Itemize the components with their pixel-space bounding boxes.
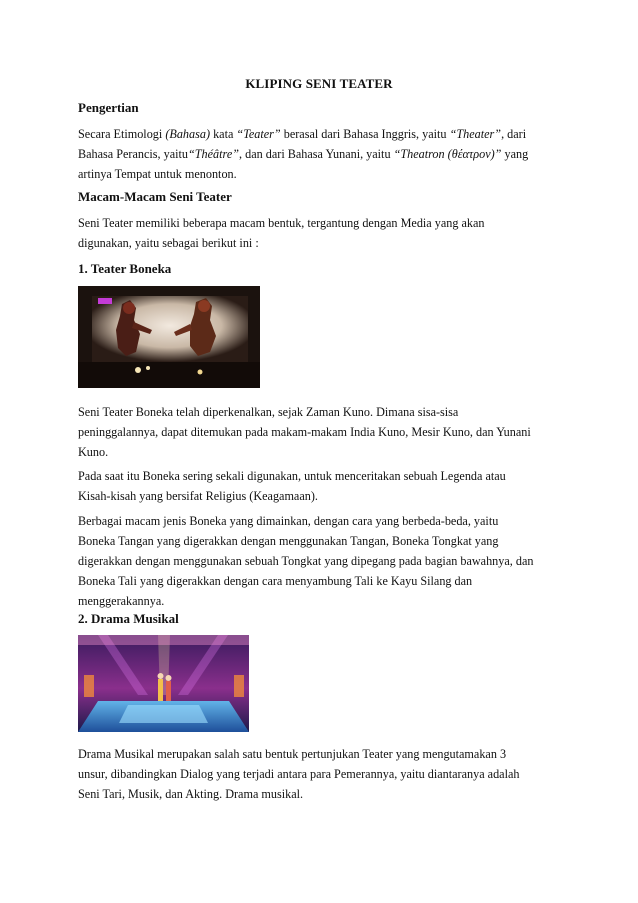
paragraph-pengertian (78, 124, 564, 184)
paragraph-musikal-1: Drama Musikal merupakan salah satu bentuk pertunjukan Teater yang mengutamakan 3 unsur, dibandingkan Dialog yang terjadi antara para Pemerannya, yaitu diantaranya adalah Seni Tari, Musik, dan Akting. Drama musikal. (78, 747, 520, 801)
paragraph-boneka-2: Pada saat itu Boneka sering sekali digunakan, untuk menceritakan sebuah Legenda atau Kisah-kisah yang bersifat Religius (Keagamaan). (78, 469, 506, 503)
pengertian-line-3: artinya Tempat untuk menonton. (78, 167, 237, 181)
heading-pengertian: Pengertian (78, 100, 139, 115)
heading-teater-boneka: 1. Teater Boneka (78, 261, 172, 276)
heading-macam-macam: Macam-Macam Seni Teater (78, 189, 232, 204)
pengertian-line-2: Bahasa Perancis, yaitu“Théâtre”, dan dari Bahasa Yunani, yaitu “Theatron (θέατρον)” yang (78, 147, 529, 161)
paragraph-boneka-1: Seni Teater Boneka telah diperkenalkan, sejak Zaman Kuno. Dimana sisa-sisa peninggalannya, dapat ditemukan pada makam-makam India Kuno, Mesir Kuno, dan Yunani Kuno. (78, 405, 531, 459)
pengertian-line-1: Secara Etimologi (Bahasa) kata “Teater” berasal dari Bahasa Inggris, yaitu “Theater”, dari (78, 127, 527, 141)
teater-boneka-image (78, 286, 260, 388)
document-title: KLIPING SENI TEATER (245, 76, 393, 91)
paragraph-macam-macam: Seni Teater memiliki beberapa macam bentuk, tergantung dengan Media yang akan digunakan, yaitu sebagai berikut ini : (78, 216, 485, 250)
heading-drama-musikal: 2. Drama Musikal (78, 611, 179, 626)
drama-musikal-image (78, 635, 249, 732)
paragraph-boneka-3: Berbagai macam jenis Boneka yang dimainkan, dengan cara yang berbeda-beda, yaitu Boneka Tangan yang digerakkan dengan menggunakan Tangan, Boneka Tongkat yang digerakkan dengan menggunakan sebuah Tongkat yang dipegang pada bagian bawahnya, dan Boneka Tali yang digerakkan dengan cara menyambung Tali ke Kayu Silang dan menggerakannya. (78, 514, 534, 608)
